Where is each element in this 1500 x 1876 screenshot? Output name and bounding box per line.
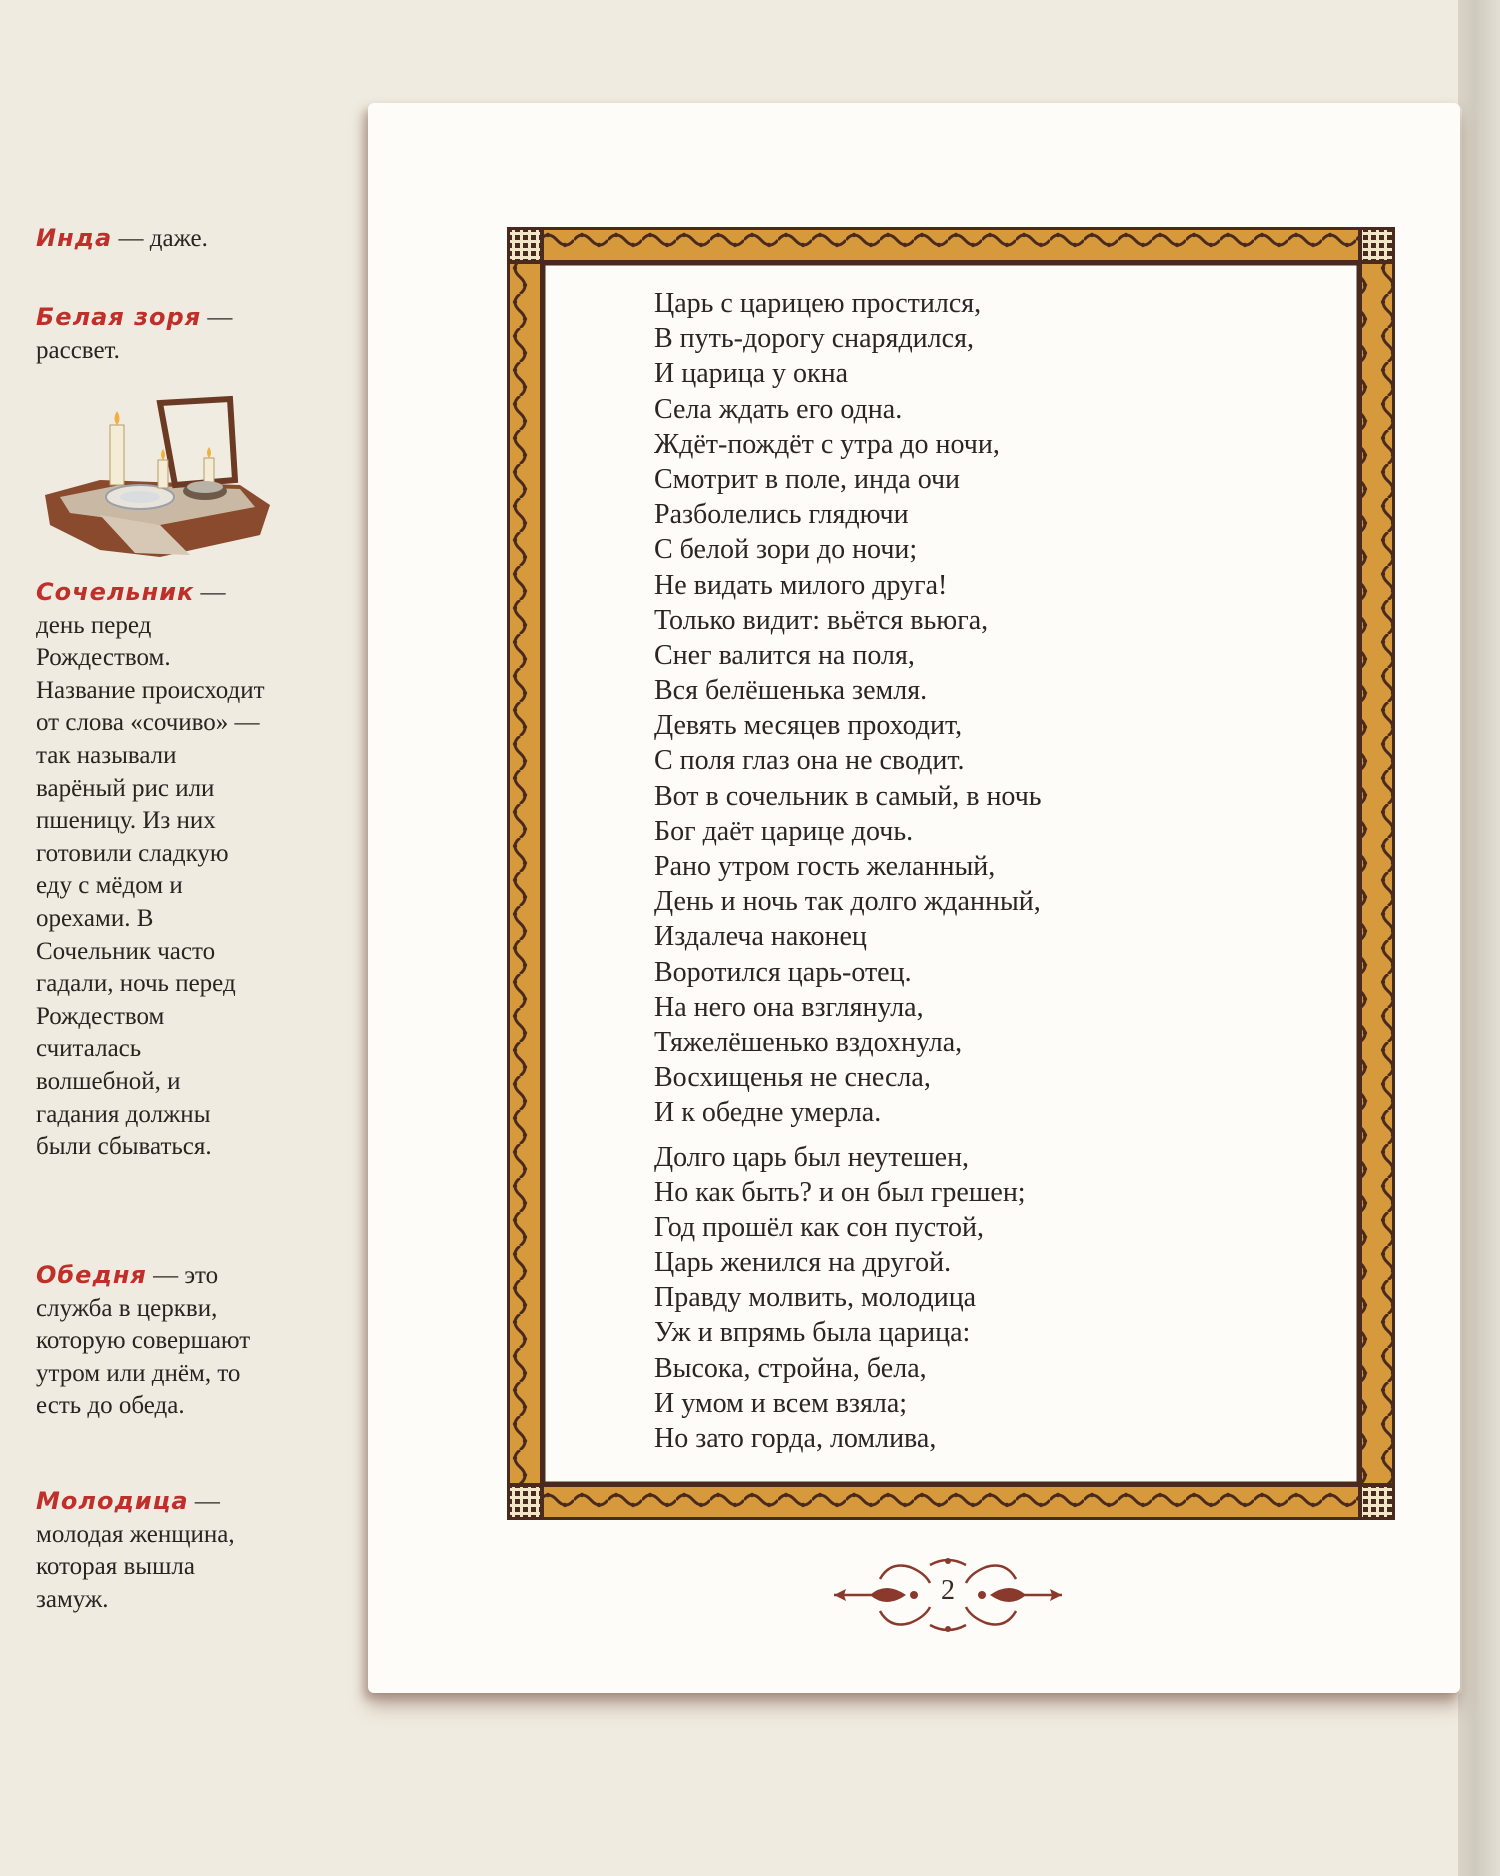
poem-line: Девять месяцев проходит,	[654, 710, 963, 742]
glossary-term: Сочельник	[36, 578, 195, 606]
glossary-term: Белая зоря	[36, 303, 202, 331]
poem-line: Царь с царицею простился,	[654, 288, 982, 319]
poem-line: Восхищенья не снесла,	[654, 1062, 931, 1094]
glossary-entry	[36, 301, 246, 367]
glossary-entry	[36, 576, 268, 1164]
poem-line: Царь женился на другой.	[654, 1247, 952, 1279]
poem-line: Вся белёшенька земля.	[654, 675, 928, 707]
book-gutter	[1458, 0, 1500, 1876]
poem-text	[654, 286, 1254, 1456]
glossary-term: Молодица	[36, 1487, 189, 1515]
glossary-definition: — это служба в церкви, которую совершают утром или днём, то есть до обеда.	[36, 1262, 251, 1420]
poem-stanza-2	[654, 1140, 1254, 1457]
poem-line: Бог даёт царице дочь.	[654, 815, 914, 847]
poem-line: Рано утром гость желанный,	[654, 851, 996, 882]
poem-line: Издалеча наконец	[654, 921, 867, 953]
glossary-entry	[36, 1259, 262, 1423]
glossary-term: Инда	[36, 224, 113, 252]
glossary-definition: — молодая женщина, которая вышла замуж.	[36, 1488, 235, 1613]
poem-line: Снег валится на поля,	[654, 639, 915, 671]
poem-line: С поля глаз она не сводит.	[654, 745, 965, 777]
poem-line: И к обедне умерла.	[654, 1097, 882, 1129]
candles-mirror-illustration	[40, 385, 275, 560]
poem-line: Уж и впрямь была царица:	[654, 1317, 971, 1349]
poem-line: Ждёт-пождёт с утра до ночи,	[654, 428, 1000, 460]
poem-line: Но как быть? и он был грешен;	[654, 1176, 1026, 1208]
poem-line: Разболелись глядючи	[654, 499, 909, 531]
poem-line: Правду молвить, молодица	[654, 1282, 977, 1314]
poem-line: На него она взглянула,	[654, 991, 924, 1023]
glossary-definition: — рассвет.	[36, 304, 233, 364]
glossary-entry	[36, 1485, 268, 1616]
poem-line: Воротился царь-отец.	[654, 956, 912, 988]
poem-line: Села ждать его одна.	[654, 393, 903, 425]
glossary-term: Обедня	[36, 1261, 147, 1289]
poem-line: Долго царь был неутешен,	[654, 1141, 970, 1173]
poem-line: День и ночь так долго жданный,	[654, 886, 1041, 918]
poem-line: Высока, стройна, бела,	[654, 1352, 927, 1384]
poem-line: Год прошёл как сон пустой,	[654, 1211, 984, 1243]
poem-line: Но зато горда, ломлива,	[654, 1423, 937, 1454]
glossary-definition: — даже.	[112, 225, 208, 252]
poem-line: В путь-дорогу снарядился,	[654, 323, 974, 355]
poem-line: С белой зори до ночи;	[654, 534, 918, 566]
poem-line: Вот в сочельник в самый, в ночь	[654, 780, 1042, 812]
poem-stanza-1	[654, 286, 1254, 1131]
glossary-definition: — день перед Рождеством. Название происходит от слова «сочиво» — так называли варёный рис или пшеницу. Из них готовили сладкую еду с мёдом и орехами. В Сочельник часто гадали, ночь перед Рождеством считалась волшебной, и гадания должны были сбываться.	[36, 579, 265, 1161]
poem-line: И умом и всем взяла;	[654, 1387, 908, 1419]
glossary-entry	[36, 222, 286, 256]
poem-line: Не видать милого друга!	[654, 569, 948, 601]
page-number: 2	[941, 1575, 955, 1606]
poem-line: Тяжелёшенько вздохнула,	[654, 1026, 963, 1058]
poem-line: Только видит: вьётся вьюга,	[654, 604, 989, 636]
poem-line: И царица у окна	[654, 358, 849, 390]
poem-line: Смотрит в поле, инда очи	[654, 463, 961, 495]
